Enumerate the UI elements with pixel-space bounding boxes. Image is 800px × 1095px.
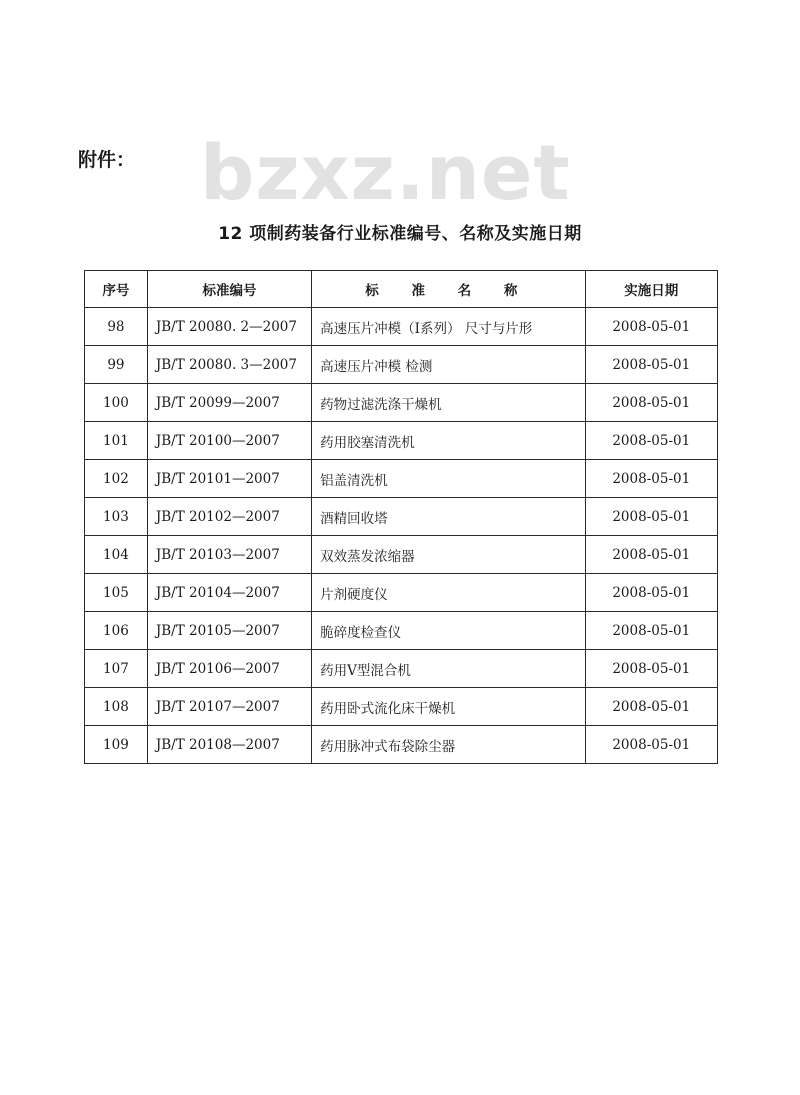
table-row (85, 384, 718, 422)
row-standard-code: JB/T 20106—2007 (147, 650, 311, 688)
header-effective-date: 实施日期 (585, 271, 717, 308)
row-effective-date: 2008-05-01 (585, 612, 717, 650)
row-effective-date: 2008-05-01 (585, 498, 717, 536)
table-header-row (85, 271, 718, 308)
row-effective-date: 2008-05-01 (585, 308, 717, 346)
row-standard-name: 脆碎度检查仪 (312, 612, 585, 650)
row-effective-date: 2008-05-01 (585, 536, 717, 574)
row-standard-name: 酒精回收塔 (312, 498, 585, 536)
table-row (85, 460, 718, 498)
row-effective-date: 2008-05-01 (585, 422, 717, 460)
table-row (85, 650, 718, 688)
table-row (85, 574, 718, 612)
header-standard-code: 标准编号 (147, 271, 311, 308)
table-row (85, 726, 718, 764)
row-standard-code: JB/T 20103—2007 (147, 536, 311, 574)
row-standard-name: 药用脉冲式布袋除尘器 (312, 726, 585, 764)
row-standard-name: 药物过滤洗涤干燥机 (312, 384, 585, 422)
row-standard-name: 药用胶塞清洗机 (312, 422, 585, 460)
row-standard-code: JB/T 20101—2007 (147, 460, 311, 498)
row-serial-no: 105 (85, 574, 148, 612)
row-effective-date: 2008-05-01 (585, 650, 717, 688)
header-standard-name: 标 准 名 称 (312, 271, 585, 308)
row-serial-no: 102 (85, 460, 148, 498)
row-effective-date: 2008-05-01 (585, 460, 717, 498)
attachment-label: 附件： (78, 149, 136, 171)
header-serial-no: 序号 (85, 271, 148, 308)
row-standard-code: JB/T 20104—2007 (147, 574, 311, 612)
table-row (85, 422, 718, 460)
document-title: 12 项制药装备行业标准编号、名称及实施日期 (218, 224, 582, 244)
table-row (85, 498, 718, 536)
row-effective-date: 2008-05-01 (585, 726, 717, 764)
table-row (85, 308, 718, 346)
table-row (85, 346, 718, 384)
row-serial-no: 103 (85, 498, 148, 536)
row-standard-code: JB/T 20108—2007 (147, 726, 311, 764)
row-standard-name: 药用V型混合机 (312, 650, 585, 688)
row-serial-no: 106 (85, 612, 148, 650)
row-serial-no: 98 (85, 308, 148, 346)
row-serial-no: 107 (85, 650, 148, 688)
row-effective-date: 2008-05-01 (585, 346, 717, 384)
row-serial-no: 99 (85, 346, 148, 384)
table-row (85, 612, 718, 650)
row-standard-name: 药用卧式流化床干燥机 (312, 688, 585, 726)
row-standard-code: JB/T 20080. 3—2007 (147, 346, 311, 384)
row-standard-name: 片剂硬度仪 (312, 574, 585, 612)
row-standard-name: 双效蒸发浓缩器 (312, 536, 585, 574)
row-standard-name: 高速压片冲模 检测 (312, 346, 585, 384)
row-standard-code: JB/T 20099—2007 (147, 384, 311, 422)
standards-table (84, 270, 718, 764)
row-standard-code: JB/T 20107—2007 (147, 688, 311, 726)
watermark: bzxz.net (200, 128, 571, 217)
row-standard-code: JB/T 20105—2007 (147, 612, 311, 650)
table-row (85, 536, 718, 574)
row-serial-no: 109 (85, 726, 148, 764)
row-effective-date: 2008-05-01 (585, 574, 717, 612)
row-serial-no: 101 (85, 422, 148, 460)
row-standard-name: 高速压片冲模（Ⅰ系列） 尺寸与片形 (312, 308, 585, 346)
row-standard-code: JB/T 20100—2007 (147, 422, 311, 460)
table-row (85, 688, 718, 726)
row-effective-date: 2008-05-01 (585, 384, 717, 422)
row-standard-name: 铝盖清洗机 (312, 460, 585, 498)
row-serial-no: 104 (85, 536, 148, 574)
row-standard-code: JB/T 20080. 2—2007 (147, 308, 311, 346)
row-serial-no: 100 (85, 384, 148, 422)
row-effective-date: 2008-05-01 (585, 688, 717, 726)
row-serial-no: 108 (85, 688, 148, 726)
row-standard-code: JB/T 20102—2007 (147, 498, 311, 536)
